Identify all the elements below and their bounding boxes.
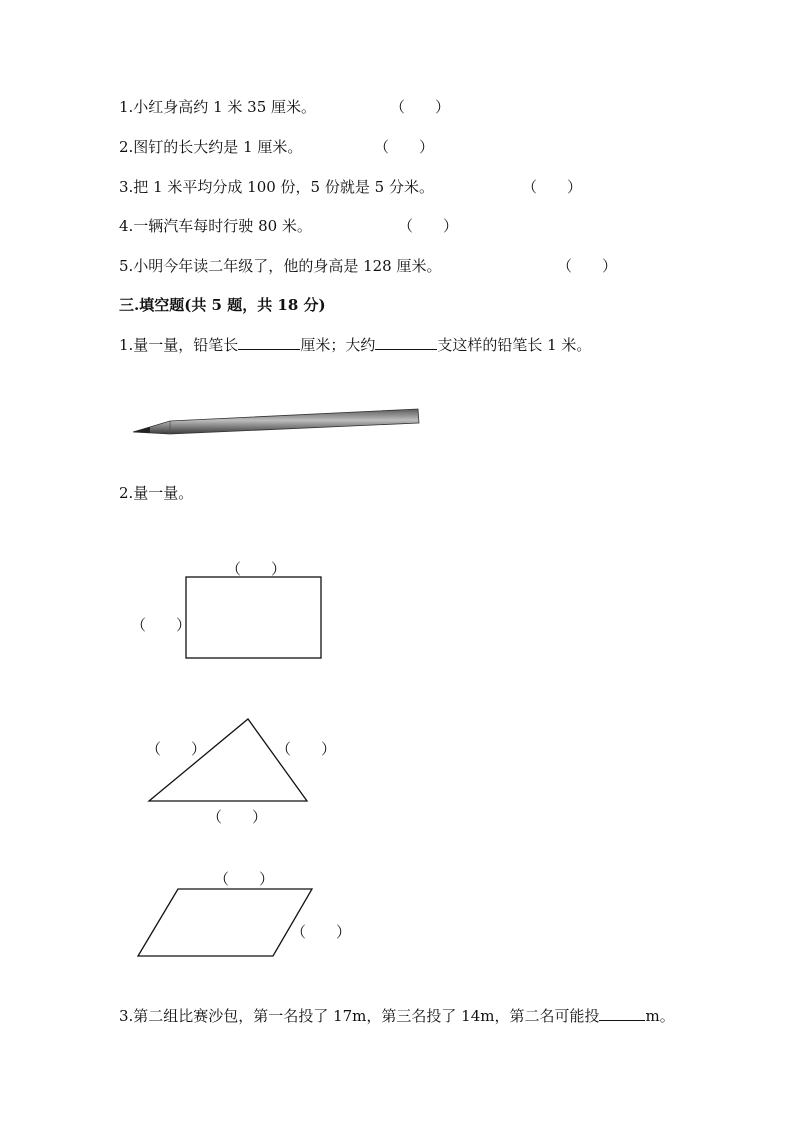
judge-item-text: 2.图钉的长大约是 1 厘米。 [119, 138, 303, 156]
judge-item-text: 4.一辆汽车每时行驶 80 米。 [119, 217, 312, 235]
triangle-bottom-paren[interactable]: （ ） [207, 808, 268, 826]
q3-blank-distance[interactable] [599, 1006, 645, 1021]
section-heading: 三.填空题(共 5 题，共 18 分) [119, 296, 326, 314]
judge-item-text: 5.小明今年读二年级了，他的身高是 128 厘米。 [119, 257, 442, 275]
judge-item-4 [119, 215, 312, 236]
q1-text-part3: 支这样的铅笔长 1 米。 [437, 336, 592, 354]
q1-text-part1: 1.量一量，铅笔长 [119, 336, 239, 354]
fill-question-3 [119, 1005, 675, 1026]
triangle-right-paren[interactable]: （ ） [276, 740, 337, 758]
q1-blank-count[interactable] [375, 335, 437, 350]
judge-item-5 [119, 255, 441, 276]
judge-item-text: 3.把 1 米平均分成 100 份，5 份就是 5 分米。 [119, 178, 434, 196]
judge-item-1 [119, 96, 316, 117]
fill-question-1 [119, 334, 591, 355]
q1-blank-length[interactable] [238, 335, 300, 350]
judge-item-text: 1.小红身高约 1 米 35 厘米。 [119, 98, 317, 116]
parallelogram-top-paren[interactable]: （ ） [214, 870, 275, 888]
parallelogram-right-paren[interactable]: （ ） [291, 923, 352, 941]
rect-top-paren[interactable]: （ ） [226, 560, 287, 578]
triangle-shape [149, 719, 307, 801]
judge-answer-paren-3[interactable]: （ ） [522, 178, 583, 196]
judge-item-2 [119, 136, 302, 157]
judge-item-3 [119, 176, 434, 197]
rect-left-paren[interactable]: （ ） [131, 616, 192, 634]
judge-answer-paren-4[interactable]: （ ） [398, 217, 459, 235]
judge-answer-paren-5[interactable]: （ ） [557, 257, 618, 275]
q1-text-part2: 厘米；大约 [300, 336, 376, 354]
judge-answer-paren-2[interactable]: （ ） [374, 138, 435, 156]
q3-unit: m。 [645, 1007, 675, 1025]
fill-question-2: 2.量一量。 [119, 484, 194, 502]
parallelogram-shape [138, 889, 312, 956]
rectangle-shape [186, 577, 321, 658]
q3-text: 3.第二组比赛沙包，第一名投了 17m，第三名投了 14m，第二名可能投 [119, 1007, 600, 1025]
triangle-left-paren[interactable]: （ ） [146, 740, 207, 758]
judge-answer-paren-1[interactable]: （ ） [390, 98, 451, 116]
